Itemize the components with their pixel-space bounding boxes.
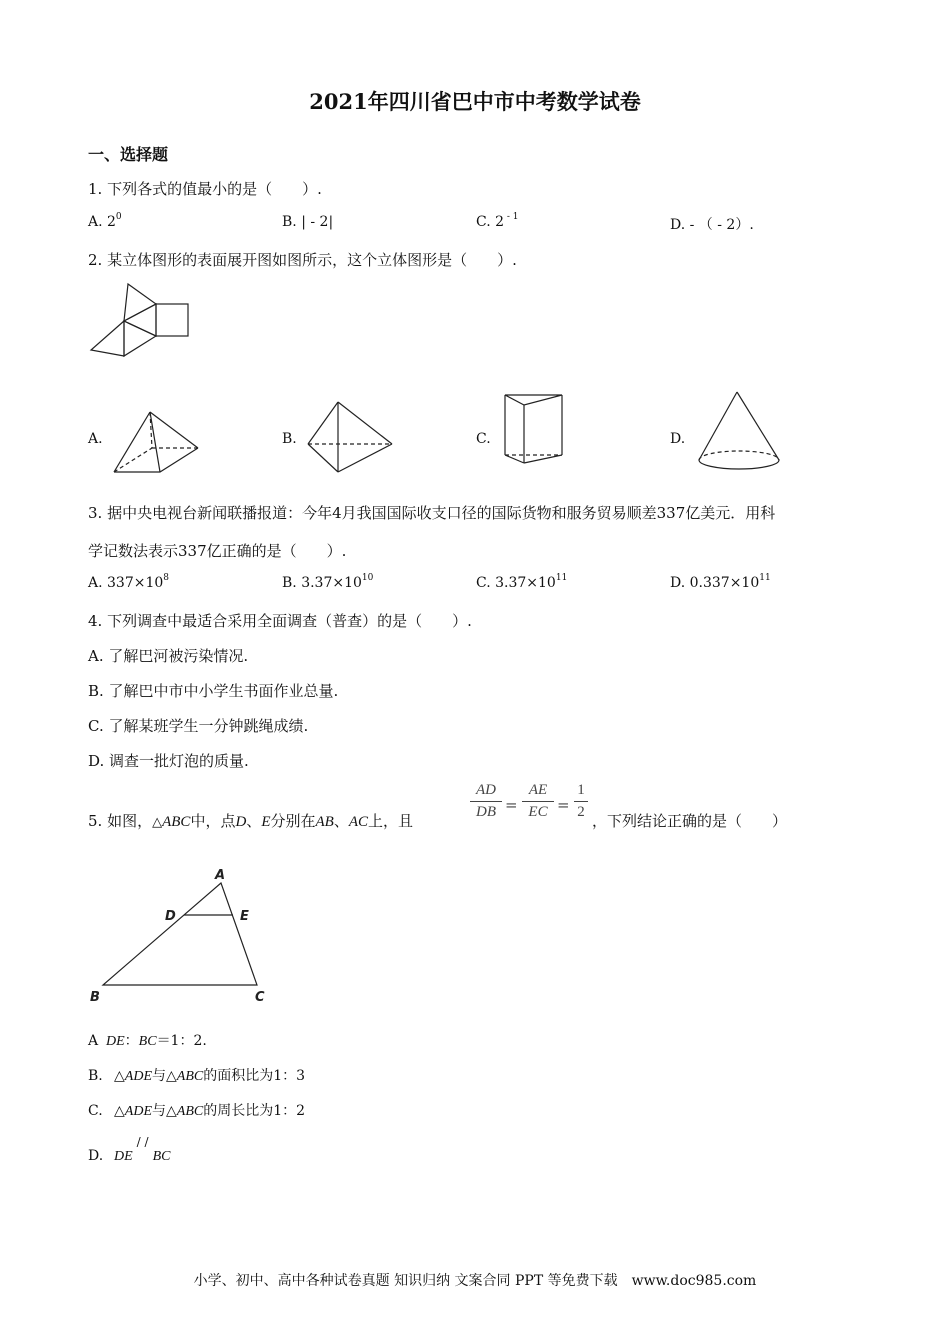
fraction-two: 2 bbox=[577, 804, 585, 820]
q5-option-b-abc: ABC bbox=[176, 1069, 204, 1084]
q3-option-c-text: C. 3.37×10 bbox=[476, 575, 556, 591]
q5-option-b-label: B. bbox=[88, 1068, 103, 1084]
pyramid-square-icon bbox=[112, 410, 202, 475]
label-d: D bbox=[165, 909, 176, 924]
q5-option-d bbox=[88, 1135, 171, 1165]
q5-option-a-colon: ： bbox=[124, 1033, 139, 1049]
q5-option-b-rest: 的面积比为1：3 bbox=[203, 1068, 306, 1084]
net-figure bbox=[88, 282, 198, 362]
q1-option-c bbox=[476, 214, 519, 230]
q2-option-a: A. bbox=[88, 431, 103, 447]
q1-option-d: D. - （ - 2）. bbox=[670, 217, 754, 233]
label-a: A bbox=[215, 868, 226, 883]
fraction-ae-ec bbox=[522, 782, 554, 821]
q5-option-c-label: C. bbox=[88, 1103, 103, 1119]
tetrahedron-icon bbox=[306, 400, 396, 475]
q1-stem: 1. 下列各式的值最小的是（ ）. bbox=[88, 180, 322, 198]
q5-sep-1: 、 bbox=[246, 812, 262, 830]
q2-option-d: D. bbox=[670, 431, 686, 447]
triangle-symbol: △ bbox=[152, 815, 163, 830]
q4-option-a: A. 了解巴河被污染情况. bbox=[88, 647, 249, 665]
triangle-symbol: △ bbox=[166, 1103, 177, 1119]
q5-option-c-with: 与 bbox=[152, 1103, 166, 1119]
q5-point-e: E bbox=[261, 814, 271, 830]
net-top-triangle bbox=[124, 284, 156, 321]
q2-stem: 2. 某立体图形的表面展开图如图所示，这个立体图形是（ ）. bbox=[88, 251, 517, 269]
equals-sign-2: = bbox=[557, 796, 570, 814]
q5-ac: AC bbox=[348, 814, 369, 830]
q5-option-c-abc: ABC bbox=[176, 1104, 204, 1119]
label-b: B bbox=[90, 990, 100, 1005]
q5-stem-tail: ，下列结论正确的是（ ） bbox=[592, 812, 788, 830]
q5-option-a bbox=[88, 1030, 207, 1050]
triangular-prism-icon bbox=[502, 393, 572, 468]
q5-option-a-de: DE bbox=[106, 1034, 125, 1049]
triangle-symbol: △ bbox=[114, 1103, 125, 1119]
equals-sign-1: = bbox=[505, 796, 518, 814]
q5-option-b-with: 与 bbox=[152, 1068, 166, 1084]
q1-option-b: B. | - 2| bbox=[282, 214, 334, 230]
q5-option-b-ade: ADE bbox=[124, 1069, 152, 1084]
triangle-abc-figure bbox=[88, 865, 288, 1010]
q5-option-b bbox=[88, 1065, 305, 1085]
q3-option-c-sup: 11 bbox=[555, 573, 568, 583]
net-center-triangle bbox=[124, 304, 156, 336]
q3-option-b bbox=[282, 575, 373, 591]
net-square bbox=[156, 304, 188, 336]
q3-option-a bbox=[88, 575, 169, 591]
q5-option-c bbox=[88, 1100, 305, 1120]
page-title: 2021年四川省巴中市中考数学试卷 bbox=[309, 89, 641, 114]
section-heading: 一、选择题 bbox=[88, 145, 169, 164]
q4-option-d: D. 调查一批灯泡的质量. bbox=[88, 752, 249, 770]
q4-option-b: B. 了解巴中市中小学生书面作业总量. bbox=[88, 682, 339, 700]
q4-stem: 4. 下列调查中最适合采用全面调查（普查）的是（ ）. bbox=[88, 612, 472, 630]
q3-option-a-sup: 8 bbox=[163, 573, 170, 583]
q3-option-a-text: A. 337×10 bbox=[88, 575, 164, 591]
q1-option-c-sup: - 1 bbox=[504, 212, 519, 222]
q4-option-c: C. 了解某班学生一分钟跳绳成绩. bbox=[88, 717, 309, 735]
q3-option-c bbox=[476, 575, 567, 591]
label-e: E bbox=[240, 909, 249, 924]
q5-ab: AB bbox=[315, 814, 334, 830]
q5-option-a-rest: ＝1：2. bbox=[156, 1033, 207, 1049]
q3-option-b-sup: 10 bbox=[361, 573, 374, 583]
fraction-one-half bbox=[574, 782, 588, 821]
label-c: C bbox=[255, 990, 265, 1005]
q5-abc: ABC bbox=[162, 814, 191, 830]
net-bottom-triangle bbox=[124, 321, 156, 356]
q5-option-d-bc: BC bbox=[152, 1149, 171, 1164]
q5-option-a-label: A bbox=[88, 1033, 99, 1049]
q3-option-d-sup: 11 bbox=[759, 573, 771, 583]
q5-option-d-de: DE bbox=[114, 1149, 133, 1164]
q5-option-a-bc: BC bbox=[138, 1034, 157, 1049]
q3-option-d bbox=[670, 575, 771, 591]
q5-option-c-rest: 的周长比为1：2 bbox=[203, 1103, 306, 1119]
cone-icon bbox=[697, 390, 783, 472]
fraction-db: DB bbox=[476, 804, 496, 820]
q5-text-1: 5. 如图， bbox=[88, 812, 153, 830]
triangle-symbol: △ bbox=[166, 1068, 177, 1084]
page-footer: 小学、初中、高中各种试卷真题 知识归纳 文案合同 PPT 等免费下载 www.doc985.com bbox=[193, 1273, 757, 1289]
fraction-one: 1 bbox=[577, 782, 585, 798]
fraction-ad-db bbox=[470, 782, 502, 821]
q5-point-d: D bbox=[235, 814, 247, 830]
q3-stem-line2: 学记数法表示337亿正确的是（ ）. bbox=[88, 542, 347, 560]
q5-text-2: 中，点 bbox=[190, 812, 236, 830]
triangle-symbol: △ bbox=[114, 1068, 125, 1084]
q1-option-a bbox=[88, 214, 122, 230]
q3-stem-line1: 3. 据中央电视台新闻联播报道：今年4月我国国际收支口径的国际货物和服务贸易顺差337亿美元．用科 bbox=[88, 504, 776, 522]
q5-option-d-label: D. bbox=[88, 1148, 104, 1164]
q1-option-a-sup: 0 bbox=[115, 212, 122, 222]
q5-text-3: 分别在 bbox=[270, 812, 316, 830]
parallel-symbol: / / bbox=[136, 1135, 149, 1149]
q3-option-d-text: D. 0.337×10 bbox=[670, 575, 760, 591]
q3-option-b-text: B. 3.37×10 bbox=[282, 575, 362, 591]
q1-option-c-text: C. 2 bbox=[476, 214, 505, 230]
q5-sep-2: 、 bbox=[333, 812, 349, 830]
fraction-ad: AD bbox=[476, 782, 496, 798]
q2-option-c: C. bbox=[476, 431, 491, 447]
net-left-triangle bbox=[91, 321, 124, 356]
fraction-ae: AE bbox=[528, 782, 548, 798]
fraction-ec: EC bbox=[528, 804, 548, 820]
q2-option-b: B. bbox=[282, 431, 297, 447]
q5-option-c-ade: ADE bbox=[124, 1104, 152, 1119]
q1-option-a-text: A. 2 bbox=[88, 214, 116, 230]
triangle-abc-outline bbox=[103, 883, 257, 985]
q5-text-4: 上，且 bbox=[368, 812, 414, 830]
q5-stem bbox=[88, 810, 413, 831]
